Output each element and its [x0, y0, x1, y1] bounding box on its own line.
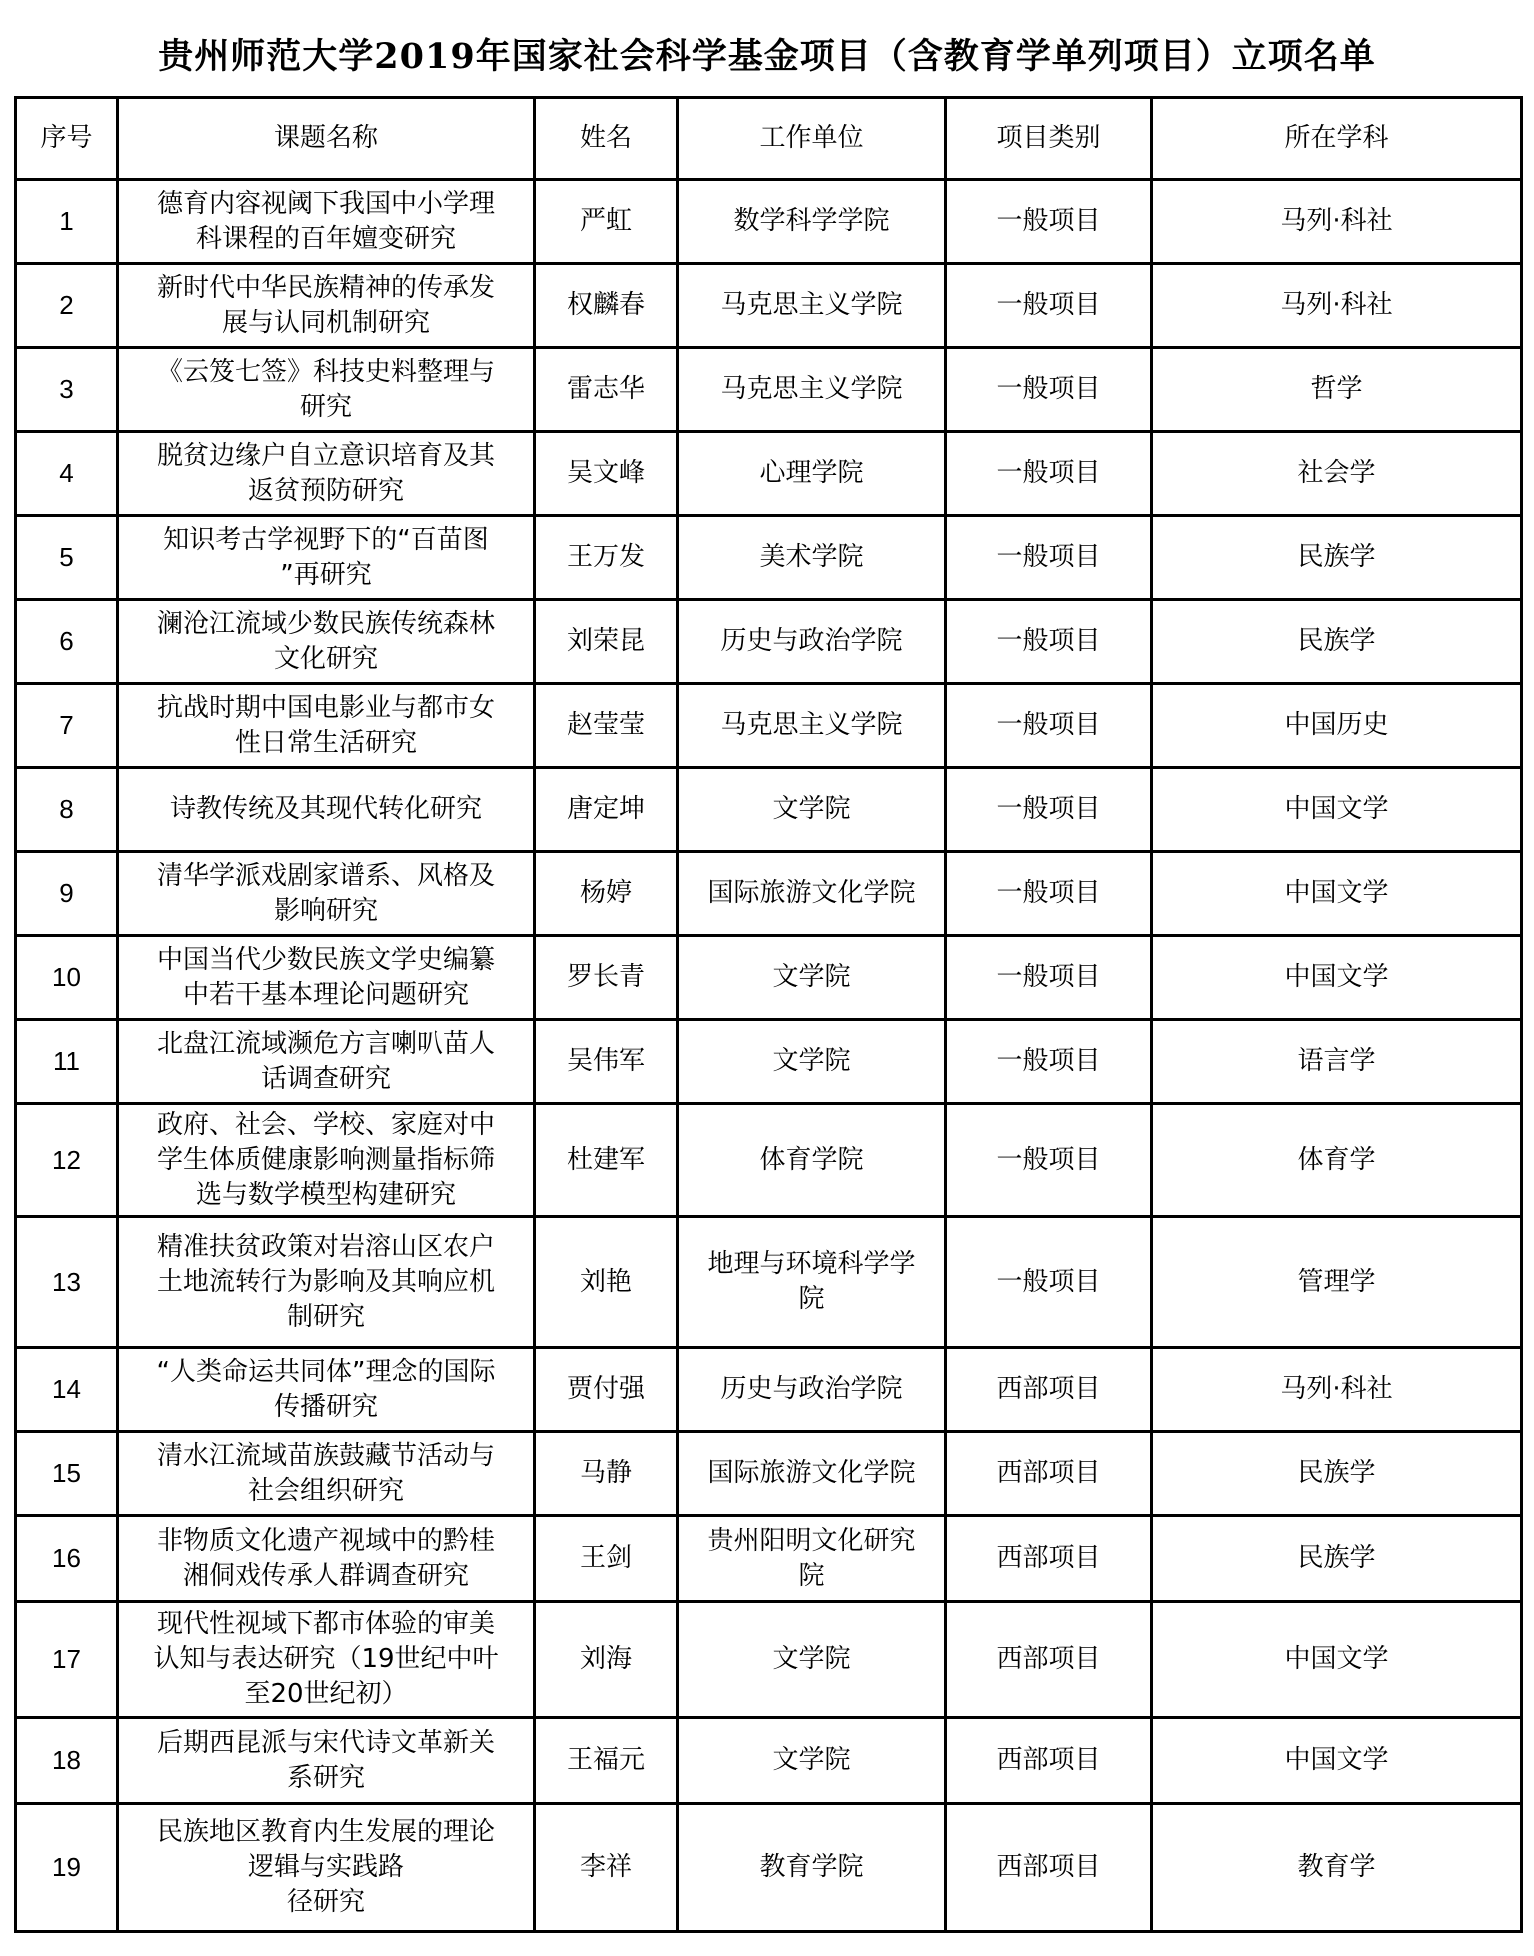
discipline-cell: 哲学 [1152, 348, 1522, 432]
work-unit-cell: 地理与环境科学学 院 [678, 1217, 946, 1348]
work-unit-cell: 文学院 [678, 1020, 946, 1104]
project-topic-cell: 新时代中华民族精神的传承发 展与认同机制研究 [118, 264, 535, 348]
table-row [16, 684, 1522, 768]
table-row [16, 180, 1522, 264]
project-category-cell: 一般项目 [946, 768, 1152, 852]
project-topic-cell: “人类命运共同体”理念的国际 传播研究 [118, 1348, 535, 1432]
project-category-cell: 一般项目 [946, 1217, 1152, 1348]
table-row [16, 348, 1522, 432]
work-unit-cell: 国际旅游文化学院 [678, 1432, 946, 1516]
discipline-cell: 中国文学 [1152, 852, 1522, 936]
researcher-name-cell: 刘荣昆 [535, 600, 678, 684]
row-number-cell: 19 [16, 1804, 118, 1932]
researcher-name-cell: 吴伟军 [535, 1020, 678, 1104]
discipline-cell: 民族学 [1152, 1516, 1522, 1602]
project-category-cell: 西部项目 [946, 1516, 1152, 1602]
discipline-cell: 中国文学 [1152, 1602, 1522, 1718]
table-row [16, 516, 1522, 600]
row-number-cell: 2 [16, 264, 118, 348]
row-number-cell: 1 [16, 180, 118, 264]
project-category-cell: 一般项目 [946, 684, 1152, 768]
row-number-cell: 6 [16, 600, 118, 684]
work-unit-cell: 文学院 [678, 1602, 946, 1718]
column-header-no: 序号 [16, 98, 118, 180]
row-number-cell: 8 [16, 768, 118, 852]
column-header-topic: 课题名称 [118, 98, 535, 180]
researcher-name-cell: 罗长青 [535, 936, 678, 1020]
project-category-cell: 一般项目 [946, 432, 1152, 516]
discipline-cell: 民族学 [1152, 516, 1522, 600]
work-unit-cell: 马克思主义学院 [678, 348, 946, 432]
row-number-cell: 11 [16, 1020, 118, 1104]
researcher-name-cell: 赵莹莹 [535, 684, 678, 768]
discipline-cell: 马列·科社 [1152, 1348, 1522, 1432]
project-category-cell: 一般项目 [946, 264, 1152, 348]
researcher-name-cell: 王万发 [535, 516, 678, 600]
row-number-cell: 10 [16, 936, 118, 1020]
researcher-name-cell: 权麟春 [535, 264, 678, 348]
project-topic-cell: 北盘江流域濒危方言喇叭苗人 话调查研究 [118, 1020, 535, 1104]
table-row [16, 1516, 1522, 1602]
table-row [16, 1020, 1522, 1104]
project-topic-cell: 现代性视域下都市体验的审美 认知与表达研究（19世纪中叶 至20世纪初） [118, 1602, 535, 1718]
column-header-discipline: 所在学科 [1152, 98, 1522, 180]
discipline-cell: 教育学 [1152, 1804, 1522, 1932]
work-unit-cell: 体育学院 [678, 1104, 946, 1217]
project-category-cell: 一般项目 [946, 180, 1152, 264]
project-category-cell: 西部项目 [946, 1348, 1152, 1432]
discipline-cell: 中国文学 [1152, 1718, 1522, 1804]
work-unit-cell: 心理学院 [678, 432, 946, 516]
project-category-cell: 一般项目 [946, 348, 1152, 432]
researcher-name-cell: 吴文峰 [535, 432, 678, 516]
researcher-name-cell: 王福元 [535, 1718, 678, 1804]
project-topic-cell: 诗教传统及其现代转化研究 [118, 768, 535, 852]
work-unit-cell: 文学院 [678, 936, 946, 1020]
table-row [16, 1104, 1522, 1217]
researcher-name-cell: 贾付强 [535, 1348, 678, 1432]
researcher-name-cell: 刘海 [535, 1602, 678, 1718]
row-number-cell: 16 [16, 1516, 118, 1602]
work-unit-cell: 马克思主义学院 [678, 684, 946, 768]
researcher-name-cell: 严虹 [535, 180, 678, 264]
row-number-cell: 12 [16, 1104, 118, 1217]
discipline-cell: 民族学 [1152, 1432, 1522, 1516]
researcher-name-cell: 王剑 [535, 1516, 678, 1602]
project-topic-cell: 澜沧江流域少数民族传统森林 文化研究 [118, 600, 535, 684]
project-category-cell: 一般项目 [946, 936, 1152, 1020]
discipline-cell: 中国文学 [1152, 936, 1522, 1020]
researcher-name-cell: 马静 [535, 1432, 678, 1516]
row-number-cell: 15 [16, 1432, 118, 1516]
table-row [16, 264, 1522, 348]
project-category-cell: 一般项目 [946, 600, 1152, 684]
row-number-cell: 9 [16, 852, 118, 936]
row-number-cell: 7 [16, 684, 118, 768]
project-category-cell: 西部项目 [946, 1432, 1152, 1516]
table-row [16, 1432, 1522, 1516]
row-number-cell: 17 [16, 1602, 118, 1718]
discipline-cell: 体育学 [1152, 1104, 1522, 1217]
researcher-name-cell: 雷志华 [535, 348, 678, 432]
table-row [16, 1217, 1522, 1348]
work-unit-cell: 文学院 [678, 1718, 946, 1804]
table-row [16, 1602, 1522, 1718]
row-number-cell: 5 [16, 516, 118, 600]
work-unit-cell: 马克思主义学院 [678, 264, 946, 348]
researcher-name-cell: 唐定坤 [535, 768, 678, 852]
project-topic-cell: 民族地区教育内生发展的理论 逻辑与实践路 径研究 [118, 1804, 535, 1932]
table-row [16, 852, 1522, 936]
work-unit-cell: 贵州阳明文化研究 院 [678, 1516, 946, 1602]
work-unit-cell: 美术学院 [678, 516, 946, 600]
table-row [16, 768, 1522, 852]
project-topic-cell: 清华学派戏剧家谱系、风格及 影响研究 [118, 852, 535, 936]
column-header-category: 项目类别 [946, 98, 1152, 180]
project-category-cell: 西部项目 [946, 1602, 1152, 1718]
work-unit-cell: 数学科学学院 [678, 180, 946, 264]
project-category-cell: 西部项目 [946, 1718, 1152, 1804]
discipline-cell: 管理学 [1152, 1217, 1522, 1348]
column-header-name: 姓名 [535, 98, 678, 180]
project-topic-cell: 中国当代少数民族文学史编纂 中若干基本理论问题研究 [118, 936, 535, 1020]
work-unit-cell: 历史与政治学院 [678, 1348, 946, 1432]
researcher-name-cell: 杨婷 [535, 852, 678, 936]
project-topic-cell: 后期西昆派与宋代诗文革新关 系研究 [118, 1718, 535, 1804]
project-category-cell: 一般项目 [946, 852, 1152, 936]
project-topic-cell: 清水江流域苗族鼓藏节活动与 社会组织研究 [118, 1432, 535, 1516]
discipline-cell: 社会学 [1152, 432, 1522, 516]
discipline-cell: 马列·科社 [1152, 180, 1522, 264]
project-topic-cell: 德育内容视阈下我国中小学理 科课程的百年嬗变研究 [118, 180, 535, 264]
row-number-cell: 14 [16, 1348, 118, 1432]
project-topic-cell: 脱贫边缘户自立意识培育及其 返贫预防研究 [118, 432, 535, 516]
project-category-cell: 一般项目 [946, 1020, 1152, 1104]
table-header-row [16, 98, 1522, 180]
project-category-cell: 一般项目 [946, 516, 1152, 600]
table-body [16, 180, 1522, 1932]
table-row [16, 432, 1522, 516]
project-topic-cell: 精准扶贫政策对岩溶山区农户 土地流转行为影响及其响应机 制研究 [118, 1217, 535, 1348]
discipline-cell: 中国文学 [1152, 768, 1522, 852]
row-number-cell: 13 [16, 1217, 118, 1348]
row-number-cell: 4 [16, 432, 118, 516]
researcher-name-cell: 李祥 [535, 1804, 678, 1932]
row-number-cell: 18 [16, 1718, 118, 1804]
table-row [16, 600, 1522, 684]
work-unit-cell: 教育学院 [678, 1804, 946, 1932]
document-title: 贵州师范大学2019年国家社会科学基金项目（含教育学单列项目）立项名单 [158, 36, 1376, 77]
work-unit-cell: 文学院 [678, 768, 946, 852]
project-list-table [14, 96, 1523, 1933]
row-number-cell: 3 [16, 348, 118, 432]
project-topic-cell: 知识考古学视野下的“百苗图 ”再研究 [118, 516, 535, 600]
table-row [16, 1718, 1522, 1804]
column-header-unit: 工作单位 [678, 98, 946, 180]
researcher-name-cell: 杜建军 [535, 1104, 678, 1217]
work-unit-cell: 历史与政治学院 [678, 600, 946, 684]
discipline-cell: 中国历史 [1152, 684, 1522, 768]
discipline-cell: 马列·科社 [1152, 264, 1522, 348]
discipline-cell: 民族学 [1152, 600, 1522, 684]
table-row [16, 1348, 1522, 1432]
work-unit-cell: 国际旅游文化学院 [678, 852, 946, 936]
project-category-cell: 西部项目 [946, 1804, 1152, 1932]
table-row [16, 1804, 1522, 1932]
project-topic-cell: 非物质文化遗产视域中的黔桂 湘侗戏传承人群调查研究 [118, 1516, 535, 1602]
project-topic-cell: 《云笈七签》科技史料整理与 研究 [118, 348, 535, 432]
project-topic-cell: 抗战时期中国电影业与都市女 性日常生活研究 [118, 684, 535, 768]
project-topic-cell: 政府、社会、学校、家庭对中 学生体质健康影响测量指标筛 选与数学模型构建研究 [118, 1104, 535, 1217]
discipline-cell: 语言学 [1152, 1020, 1522, 1104]
table-row [16, 936, 1522, 1020]
project-category-cell: 一般项目 [946, 1104, 1152, 1217]
researcher-name-cell: 刘艳 [535, 1217, 678, 1348]
